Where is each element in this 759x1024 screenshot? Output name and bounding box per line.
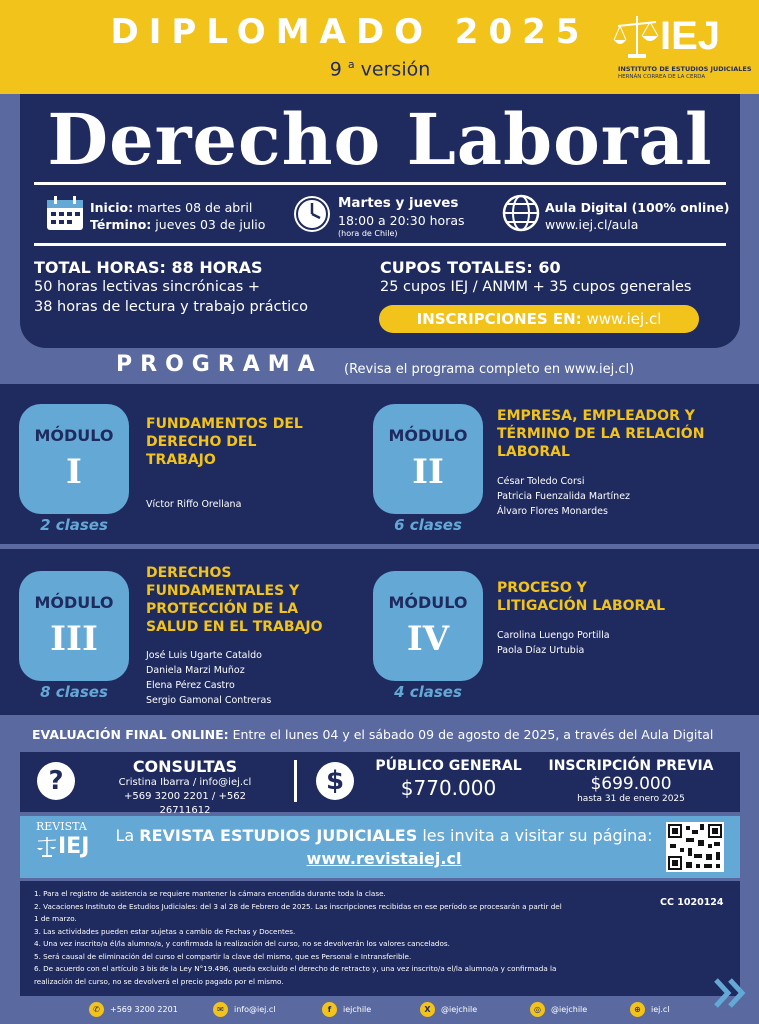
evaluacion-line: EVALUACIÓN FINAL ONLINE: Entre el lunes 04 y el sábado 09 de agosto de 2025, a través del Aula Digital (32, 727, 714, 742)
module-4-badge: MÓDULO IV (373, 571, 483, 681)
programa-title: PROGRAMA (116, 352, 323, 377)
whatsapp-icon: ✆ (89, 1002, 104, 1017)
x-icon: X (420, 1002, 435, 1017)
calendar-icon (46, 195, 84, 231)
divider (34, 243, 726, 246)
module-3-badge: MÓDULO III (19, 571, 129, 681)
footer-web[interactable]: ⊕ iej.cl (630, 1002, 670, 1018)
divider (294, 760, 297, 802)
mail-icon: ✉ (213, 1002, 228, 1017)
footer-x[interactable]: X @iejchile (420, 1002, 477, 1018)
footer-instagram[interactable]: ◎ @iejchile (530, 1002, 587, 1018)
module-3-profs: José Luis Ugarte Cataldo Daniela Marzi Muñoz Elena Pérez Castro Sergio Gamonal Contreras (146, 650, 272, 706)
aula-block: Aula Digital (100% online) www.iej.cl/aula (545, 200, 730, 232)
revista-link[interactable]: www.revistaiej.cl (306, 849, 462, 868)
consultas-block: CONSULTAS Cristina Ibarra / info@iej.cl +569 3200 2201 / +562 26711612 (118, 757, 252, 816)
module-1-profs: Víctor Riffo Orellana (146, 499, 242, 510)
footer-facebook[interactable]: f iejchile (322, 1002, 371, 1018)
hours-block: TOTAL HORAS: 88 HORAS 50 horas lectivas sincrónicas + 38 horas de lectura y trabajo práctico (34, 258, 309, 315)
dates-block: Inicio: martes 08 de abril Término: jueves 03 de julio (90, 200, 266, 232)
aula-link[interactable]: www.iej.cl/aula (545, 217, 639, 232)
module-4-title: PROCESO Y LITIGACIÓN LABORAL (497, 580, 666, 614)
footer-phone[interactable]: ✆ +569 3200 2201 (89, 1002, 178, 1018)
revista-invite: La REVISTA ESTUDIOS JUDICIALES les invita a visitar su página: (115, 826, 653, 845)
clock-icon (292, 194, 332, 234)
module-3-clases: 8 clases (40, 683, 108, 701)
inscripciones-button[interactable]: INSCRIPCIONES EN: www.iej.cl (379, 305, 699, 333)
instagram-icon: ◎ (530, 1002, 545, 1017)
qr-code-icon[interactable] (666, 822, 724, 872)
publico-block: PÚBLICO GENERAL $770.000 (375, 758, 522, 800)
question-icon: ? (37, 762, 75, 800)
double-chevron-right-icon[interactable] (712, 976, 748, 1010)
course-title: Derecho Laboral (47, 98, 713, 181)
header-version: 9 $^a$ versión (329, 58, 431, 81)
header-title: DIPLOMADO 2025 (110, 12, 590, 52)
globe-icon: ⊕ (630, 1002, 645, 1017)
course-code: CC 1020124 (660, 897, 724, 908)
globe-icon (502, 194, 540, 232)
module-3-title: DERECHOS FUNDAMENTALES Y PROTECCIÓN DE LA SALUD EN EL TRABAJO (146, 565, 323, 635)
dollar-icon: $ (316, 762, 354, 800)
facebook-icon: f (322, 1002, 337, 1017)
module-2-clases: 6 clases (394, 516, 462, 534)
module-1-badge: MÓDULO I (19, 404, 129, 514)
notes-list: 1. Para el registro de asistencia se requiere mantener la cámara encendida durante toda la clase. 2. Vacaciones Instituto de Estudios Judiciales: del 3 al 28 de Febrero de 2025. Las inscripciones recibidas en ese período se procesarán a partir del 1 de marzo. 3. Las actividades pueden estar sujetas a cambio de Fechas y Docentes. 4. Una vez inscrito/a él/la alumno/a, y confirmada la realización del curso, no se devolverán los valores cancelados. 5. Será causal de eliminación del curso el compartir la clave del mismo, que es Personal e Intransferible. 6. De acuerdo con el artículo 3 bis de la Ley N°19.496, queda excluido el derecho de retracto y, una vez inscrito/a el/la alumno/a y confirmada la realización del curso, no se devolverá el precio pagado por el mismo. (34, 889, 562, 986)
scales-icon (612, 12, 662, 62)
iej-logo: IEJ INSTITUTO DE ESTUDIOS JUDICIALES HERNÁN CORREA DE LA CERDA (612, 10, 742, 86)
programa-note: (Revisa el programa completo en www.iej.cl) (344, 362, 635, 377)
module-2-profs: César Toledo Corsi Patricia Fuenzalida Martínez Álvaro Flores Monardes (497, 476, 631, 517)
module-2-title: EMPRESA, EMPLEADOR Y TÉRMINO DE LA RELACIÓN LABORAL (497, 408, 705, 460)
divider (34, 182, 726, 185)
module-2-badge: MÓDULO II (373, 404, 483, 514)
previa-block: INSCRIPCIÓN PREVIA $699.000 hasta 31 de enero 2025 (548, 758, 714, 804)
schedule-block: Martes y jueves 18:00 a 20:30 horas (hora de Chile) (338, 195, 465, 238)
revista-logo: REVISTA IEJ (36, 820, 90, 859)
module-4-clases: 4 clases (394, 683, 462, 701)
module-1-clases: 2 clases (40, 516, 108, 534)
module-1-title: FUNDAMENTOS DEL DERECHO DEL TRABAJO (146, 416, 303, 468)
cupos-block: CUPOS TOTALES: 60 25 cupos IEJ / ANMM + 35 cupos generales (380, 258, 692, 295)
footer-email[interactable]: ✉ info@iej.cl (213, 1002, 276, 1018)
module-4-profs: Carolina Luengo Portilla Paola Díaz Urtubia (497, 630, 610, 656)
scales-icon (36, 835, 58, 859)
